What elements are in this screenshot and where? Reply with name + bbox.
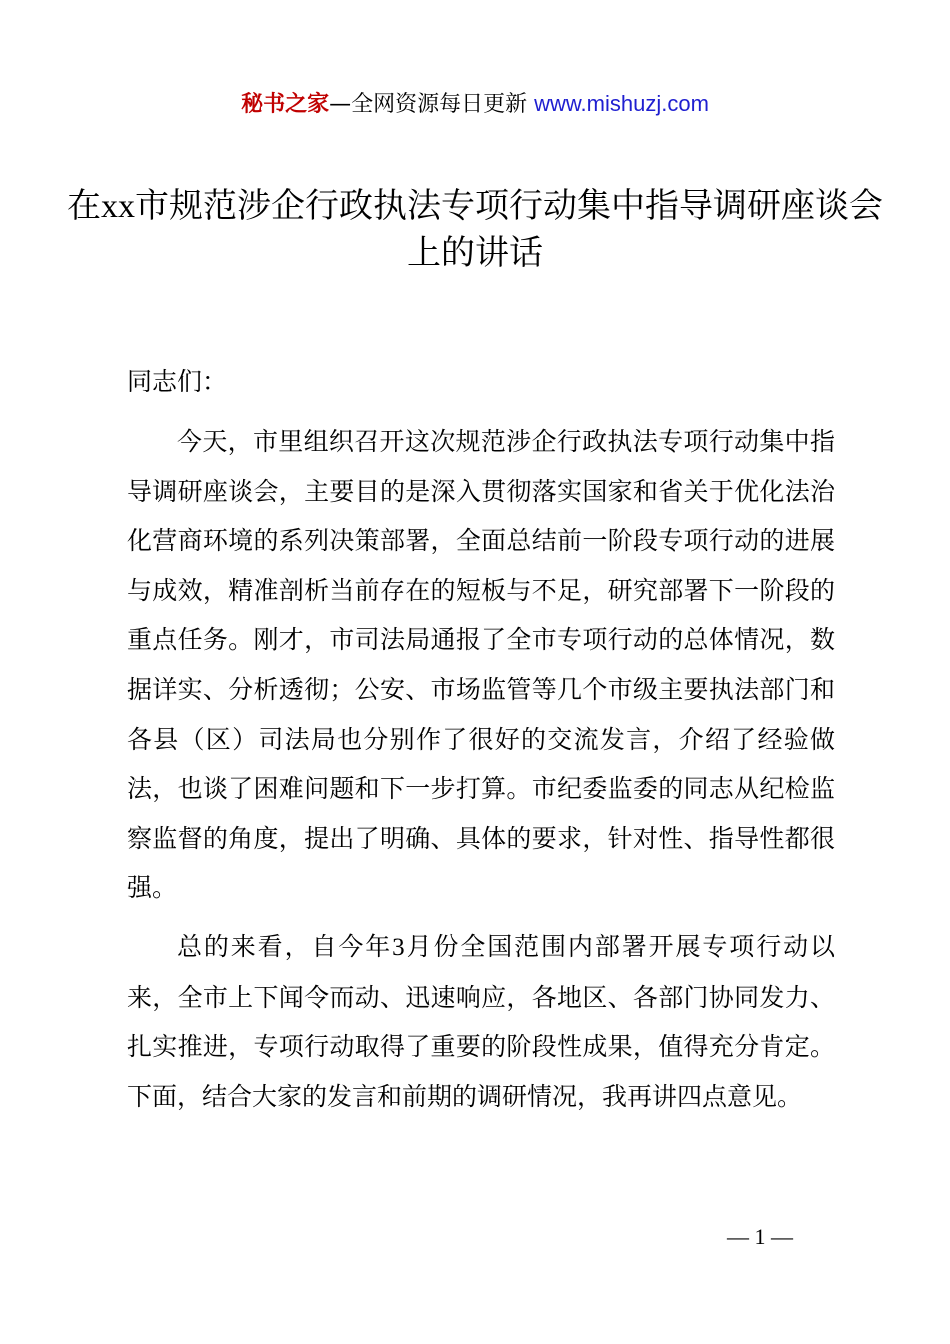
title-part-2: 市规范涉企行政执法专项行动集中指导调研座谈会上的讲话 <box>135 186 883 273</box>
paragraph-2 <box>127 922 835 1121</box>
title-placeholder: xx <box>101 188 135 225</box>
paragraph-1: 今天，市里组织召开这次规范涉企行政执法专项行动集中指导调研座谈会，主要目的是深入贯彻落实国家和省关于优化法治化营商环境的系列决策部署，全面总结前一阶段专项行动的进展与成效，精准剖析当前存在的短板与不足，研究部署下一阶段的重点任务。刚才，市司法局通报了全市专项行动的总体情况，数据详实、分析透彻；公安、市场监管等几个市级主要执法部门和各县（区）司法局也分别作了很好的交流发言，介绍了经验做法，也谈了困难问题和下一步打算。市纪委监委的同志从纪检监察监督的角度，提出了明确、具体的要求，针对性、指导性都很强。 <box>127 427 835 903</box>
paragraph-2-part-1: 总的来看，自今年 <box>177 932 393 961</box>
brand-name: 秘书之家 <box>241 92 330 117</box>
header-banner <box>0 88 950 121</box>
paragraph-2-part-2: 月份全国范围内部署开展专项行动以来，全市上下闻令而动、迅速响应，各地区、各部门协同发力、扎实推进，专项行动取得了重要的阶段性成果，值得充分肯定。下面，结合大家的发言和前期的调研情况，我再讲四点意见。 <box>127 932 835 1111</box>
salutation: 同志们： <box>127 367 228 396</box>
paragraph-2-month-number: 3 <box>392 934 405 961</box>
page-number: — 1 — <box>727 1224 793 1249</box>
title-part-1: 在 <box>67 186 101 226</box>
site-url-link[interactable]: www.mishuzj.com <box>534 91 709 116</box>
document-title <box>60 183 890 277</box>
tagline: —全网资源每日更新 <box>329 92 528 117</box>
